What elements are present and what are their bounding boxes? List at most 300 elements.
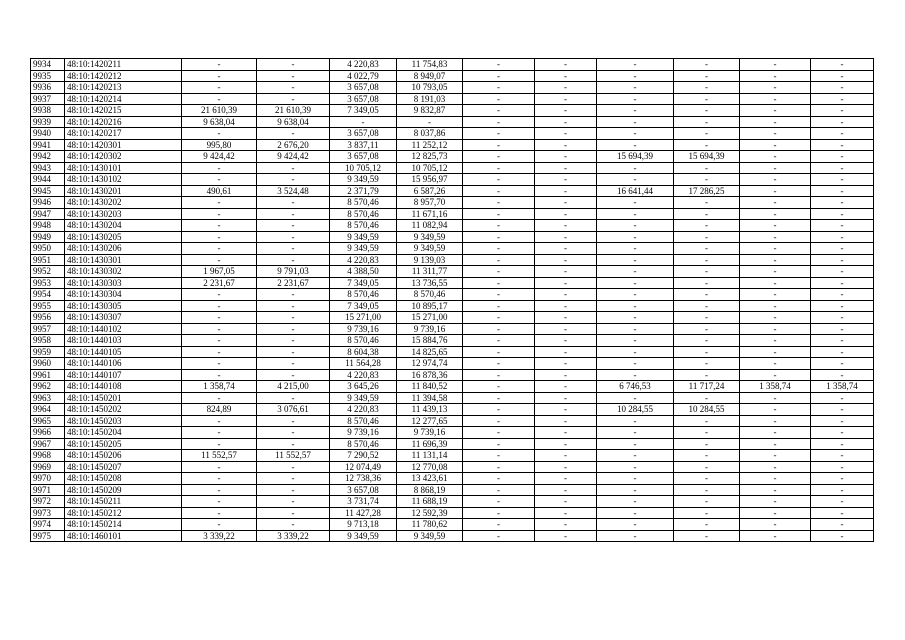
value-col-8-cell: - (674, 392, 740, 404)
value-col-5-cell: - (463, 128, 535, 140)
value-col-4-cell: 11 394,58 (397, 392, 463, 404)
value-col-9-cell: - (740, 473, 811, 485)
value-col-6-cell: - (535, 381, 597, 393)
value-col-6-cell: - (535, 220, 597, 232)
value-col-9-cell: - (740, 392, 811, 404)
row-number-cell: 9954 (31, 289, 65, 301)
value-col-10-cell: - (811, 450, 874, 462)
value-col-8-cell: - (674, 323, 740, 335)
row-number-cell: 9973 (31, 507, 65, 519)
cadastral-number-cell: 48:10:1430304 (65, 289, 182, 301)
cadastral-number-cell: 48:10:1430205 (65, 231, 182, 243)
value-col-2-cell: - (257, 93, 330, 105)
value-col-4-cell: 12 592,39 (397, 507, 463, 519)
cadastral-number-cell: 48:10:1430101 (65, 162, 182, 174)
value-col-7-cell: - (597, 59, 674, 71)
value-col-9-cell: - (740, 105, 811, 117)
value-col-10-cell: - (811, 346, 874, 358)
value-col-1-cell: 2 231,67 (182, 277, 257, 289)
value-col-6-cell: - (535, 289, 597, 301)
value-col-4-cell: 9 349,59 (397, 231, 463, 243)
value-col-6-cell: - (535, 162, 597, 174)
value-col-2-cell: 3 524,48 (257, 185, 330, 197)
value-col-5-cell: - (463, 59, 535, 71)
value-col-6-cell: - (535, 266, 597, 278)
table-row (31, 519, 874, 531)
cadastral-number-cell: 48:10:1420217 (65, 128, 182, 140)
value-col-4-cell: 10 793,05 (397, 82, 463, 94)
cadastral-number-cell: 48:10:1440103 (65, 335, 182, 347)
row-number-cell: 9950 (31, 243, 65, 255)
value-col-9-cell: 1 358,74 (740, 381, 811, 393)
value-col-7-cell: - (597, 496, 674, 508)
value-col-9-cell: - (740, 415, 811, 427)
cadastral-number-cell: 48:10:1420301 (65, 139, 182, 151)
value-col-9-cell: - (740, 266, 811, 278)
value-col-4-cell: 11 082,94 (397, 220, 463, 232)
row-number-cell: 9965 (31, 415, 65, 427)
value-col-2-cell: - (257, 461, 330, 473)
value-col-3-cell: 9 349,59 (330, 530, 397, 542)
value-col-1-cell: 9 424,42 (182, 151, 257, 163)
value-col-10-cell: - (811, 208, 874, 220)
value-col-4-cell: 9 739,16 (397, 323, 463, 335)
value-col-1-cell: - (182, 323, 257, 335)
cadastral-number-cell: 48:10:1440108 (65, 381, 182, 393)
table-row (31, 392, 874, 404)
value-col-8-cell: 10 284,55 (674, 404, 740, 416)
value-col-4-cell: 14 825,65 (397, 346, 463, 358)
value-col-7-cell: - (597, 461, 674, 473)
value-col-7-cell: - (597, 438, 674, 450)
value-col-7-cell: - (597, 530, 674, 542)
value-col-4-cell: 11 131,14 (397, 450, 463, 462)
value-col-2-cell: 9 424,42 (257, 151, 330, 163)
value-col-5-cell: - (463, 323, 535, 335)
table-body (31, 59, 874, 542)
value-col-2-cell: - (257, 312, 330, 324)
value-col-2-cell: - (257, 473, 330, 485)
value-col-10-cell: - (811, 151, 874, 163)
value-col-10-cell: - (811, 392, 874, 404)
value-col-2-cell: - (257, 496, 330, 508)
value-col-6-cell: - (535, 461, 597, 473)
value-col-7-cell: - (597, 346, 674, 358)
value-col-2-cell: - (257, 323, 330, 335)
value-col-6-cell: - (535, 519, 597, 531)
value-col-6-cell: - (535, 59, 597, 71)
row-number-cell: 9967 (31, 438, 65, 450)
value-col-10-cell: - (811, 404, 874, 416)
row-number-cell: 9952 (31, 266, 65, 278)
value-col-8-cell: - (674, 243, 740, 255)
value-col-8-cell: 11 717,24 (674, 381, 740, 393)
value-col-3-cell: 8 604,38 (330, 346, 397, 358)
value-col-9-cell: - (740, 197, 811, 209)
value-col-8-cell: - (674, 473, 740, 485)
value-col-8-cell: 17 286,25 (674, 185, 740, 197)
table-row (31, 151, 874, 163)
value-col-3-cell: 11 564,28 (330, 358, 397, 370)
value-col-10-cell: - (811, 484, 874, 496)
row-number-cell: 9947 (31, 208, 65, 220)
table-row (31, 208, 874, 220)
value-col-9-cell: - (740, 335, 811, 347)
value-col-3-cell: 4 022,79 (330, 70, 397, 82)
value-col-10-cell: - (811, 220, 874, 232)
value-col-3-cell: 12 074,49 (330, 461, 397, 473)
value-col-8-cell: - (674, 484, 740, 496)
value-col-10-cell: - (811, 369, 874, 381)
table-row (31, 312, 874, 324)
value-col-6-cell: - (535, 450, 597, 462)
value-col-6-cell: - (535, 392, 597, 404)
value-col-8-cell: - (674, 162, 740, 174)
value-col-7-cell: - (597, 335, 674, 347)
value-col-3-cell: 8 570,46 (330, 438, 397, 450)
cadastral-number-cell: 48:10:1450205 (65, 438, 182, 450)
value-col-3-cell: 9 349,59 (330, 231, 397, 243)
table-row (31, 450, 874, 462)
value-col-8-cell: - (674, 220, 740, 232)
cadastral-number-cell: 48:10:1440107 (65, 369, 182, 381)
value-col-2-cell: - (257, 392, 330, 404)
value-col-6-cell: - (535, 438, 597, 450)
value-col-5-cell: - (463, 277, 535, 289)
value-col-5-cell: - (463, 197, 535, 209)
value-col-6-cell: - (535, 208, 597, 220)
value-col-8-cell: - (674, 93, 740, 105)
value-col-1-cell: - (182, 128, 257, 140)
value-col-9-cell: - (740, 519, 811, 531)
value-col-5-cell: - (463, 519, 535, 531)
value-col-5-cell: - (463, 335, 535, 347)
value-col-2-cell: - (257, 369, 330, 381)
value-col-4-cell: 6 587,26 (397, 185, 463, 197)
table-row (31, 381, 874, 393)
value-col-8-cell: - (674, 116, 740, 128)
table-row (31, 93, 874, 105)
value-col-10-cell: - (811, 473, 874, 485)
value-col-10-cell: - (811, 358, 874, 370)
value-col-9-cell: - (740, 277, 811, 289)
value-col-2-cell: - (257, 162, 330, 174)
row-number-cell: 9955 (31, 300, 65, 312)
value-col-10-cell: - (811, 507, 874, 519)
value-col-5-cell: - (463, 381, 535, 393)
value-col-4-cell: 8 868,19 (397, 484, 463, 496)
cadastral-number-cell: 48:10:1450209 (65, 484, 182, 496)
value-col-5-cell: - (463, 358, 535, 370)
table-row (31, 323, 874, 335)
table-row (31, 139, 874, 151)
value-col-8-cell: - (674, 312, 740, 324)
value-col-6-cell: - (535, 335, 597, 347)
value-col-1-cell: - (182, 231, 257, 243)
table-row (31, 231, 874, 243)
cadastral-number-cell: 48:10:1420211 (65, 59, 182, 71)
table-row (31, 369, 874, 381)
value-col-9-cell: - (740, 404, 811, 416)
row-number-cell: 9958 (31, 335, 65, 347)
value-col-10-cell: - (811, 139, 874, 151)
value-col-8-cell: - (674, 197, 740, 209)
value-col-7-cell: - (597, 300, 674, 312)
value-col-9-cell: - (740, 93, 811, 105)
value-col-8-cell: - (674, 70, 740, 82)
value-col-1-cell: - (182, 312, 257, 324)
value-col-6-cell: - (535, 473, 597, 485)
value-col-5-cell: - (463, 312, 535, 324)
value-col-6-cell: - (535, 82, 597, 94)
cadastral-number-cell: 48:10:1440105 (65, 346, 182, 358)
value-col-6-cell: - (535, 128, 597, 140)
value-col-8-cell: - (674, 277, 740, 289)
table-row (31, 358, 874, 370)
value-col-9-cell: - (740, 312, 811, 324)
table-row (31, 174, 874, 186)
cadastral-number-cell: 48:10:1420215 (65, 105, 182, 117)
value-col-8-cell: - (674, 358, 740, 370)
value-col-9-cell: - (740, 438, 811, 450)
value-col-5-cell: - (463, 105, 535, 117)
value-col-5-cell: - (463, 254, 535, 266)
value-col-1-cell: 995,80 (182, 139, 257, 151)
value-col-2-cell: - (257, 220, 330, 232)
value-col-4-cell: 8 191,03 (397, 93, 463, 105)
value-col-1-cell: - (182, 243, 257, 255)
value-col-7-cell: - (597, 266, 674, 278)
value-col-7-cell: - (597, 139, 674, 151)
value-col-8-cell: - (674, 231, 740, 243)
value-col-1-cell: 21 610,39 (182, 105, 257, 117)
value-col-2-cell: - (257, 128, 330, 140)
value-col-10-cell: - (811, 105, 874, 117)
value-col-5-cell: - (463, 392, 535, 404)
value-col-6-cell: - (535, 70, 597, 82)
value-col-3-cell: 3 657,08 (330, 151, 397, 163)
row-number-cell: 9975 (31, 530, 65, 542)
value-col-2-cell: - (257, 289, 330, 301)
value-col-6-cell: - (535, 105, 597, 117)
value-col-7-cell: - (597, 427, 674, 439)
value-col-10-cell: - (811, 231, 874, 243)
value-col-10-cell: - (811, 243, 874, 255)
value-col-8-cell: - (674, 300, 740, 312)
value-col-5-cell: - (463, 220, 535, 232)
value-col-8-cell: - (674, 174, 740, 186)
value-col-9-cell: - (740, 427, 811, 439)
value-col-1-cell: - (182, 473, 257, 485)
value-col-1-cell: - (182, 358, 257, 370)
cadastral-number-cell: 48:10:1450202 (65, 404, 182, 416)
value-col-1-cell: - (182, 519, 257, 531)
value-col-9-cell: - (740, 59, 811, 71)
value-col-6-cell: - (535, 151, 597, 163)
value-col-7-cell: - (597, 82, 674, 94)
value-col-5-cell: - (463, 185, 535, 197)
value-col-6-cell: - (535, 404, 597, 416)
value-col-2-cell: - (257, 335, 330, 347)
value-col-6-cell: - (535, 254, 597, 266)
cadastral-number-cell: 48:10:1450206 (65, 450, 182, 462)
value-col-10-cell: 1 358,74 (811, 381, 874, 393)
value-col-2-cell: - (257, 346, 330, 358)
value-col-7-cell: - (597, 254, 674, 266)
value-col-6-cell: - (535, 530, 597, 542)
value-col-10-cell: - (811, 496, 874, 508)
value-col-5-cell: - (463, 369, 535, 381)
value-col-4-cell: 10 705,12 (397, 162, 463, 174)
value-col-6-cell: - (535, 300, 597, 312)
value-col-10-cell: - (811, 461, 874, 473)
row-number-cell: 9938 (31, 105, 65, 117)
value-col-3-cell: 8 570,46 (330, 197, 397, 209)
value-col-2-cell: - (257, 507, 330, 519)
row-number-cell: 9971 (31, 484, 65, 496)
row-number-cell: 9972 (31, 496, 65, 508)
value-col-9-cell: - (740, 162, 811, 174)
value-col-9-cell: - (740, 484, 811, 496)
value-col-7-cell: - (597, 128, 674, 140)
value-col-3-cell: 7 349,05 (330, 277, 397, 289)
value-col-7-cell: 6 746,53 (597, 381, 674, 393)
table-row (31, 346, 874, 358)
value-col-3-cell: 3 657,08 (330, 128, 397, 140)
cadastral-number-cell: 48:10:1420212 (65, 70, 182, 82)
value-col-10-cell: - (811, 415, 874, 427)
table-row (31, 197, 874, 209)
value-col-9-cell: - (740, 185, 811, 197)
value-col-6-cell: - (535, 277, 597, 289)
value-col-4-cell: 11 780,62 (397, 519, 463, 531)
row-number-cell: 9962 (31, 381, 65, 393)
value-col-1-cell: 824,89 (182, 404, 257, 416)
value-col-9-cell: - (740, 139, 811, 151)
value-col-6-cell: - (535, 185, 597, 197)
cadastral-number-cell: 48:10:1450208 (65, 473, 182, 485)
value-col-10-cell: - (811, 185, 874, 197)
value-col-5-cell: - (463, 507, 535, 519)
value-col-1-cell: - (182, 93, 257, 105)
value-col-5-cell: - (463, 484, 535, 496)
value-col-3-cell: 4 220,83 (330, 254, 397, 266)
value-col-2-cell: - (257, 243, 330, 255)
value-col-9-cell: - (740, 231, 811, 243)
value-col-7-cell: 10 284,55 (597, 404, 674, 416)
value-col-4-cell: 11 439,13 (397, 404, 463, 416)
value-col-2-cell: - (257, 415, 330, 427)
value-col-3-cell: 9 713,18 (330, 519, 397, 531)
value-col-1-cell: 1 967,05 (182, 266, 257, 278)
value-col-8-cell: - (674, 208, 740, 220)
value-col-2-cell: - (257, 59, 330, 71)
row-number-cell: 9936 (31, 82, 65, 94)
value-col-2-cell: - (257, 484, 330, 496)
value-col-6-cell: - (535, 139, 597, 151)
value-col-5-cell: - (463, 461, 535, 473)
value-col-5-cell: - (463, 404, 535, 416)
cadastral-number-cell: 48:10:1420302 (65, 151, 182, 163)
value-col-7-cell: - (597, 105, 674, 117)
value-col-3-cell: 3 657,08 (330, 484, 397, 496)
value-col-2-cell: - (257, 82, 330, 94)
value-col-4-cell: 9 349,59 (397, 243, 463, 255)
cadastral-number-cell: 48:10:1430301 (65, 254, 182, 266)
value-col-1-cell: - (182, 415, 257, 427)
value-col-5-cell: - (463, 231, 535, 243)
value-col-5-cell: - (463, 82, 535, 94)
value-col-3-cell: 3 837,11 (330, 139, 397, 151)
value-col-5-cell: - (463, 530, 535, 542)
value-col-1-cell: - (182, 300, 257, 312)
table-row (31, 530, 874, 542)
value-col-9-cell: - (740, 300, 811, 312)
value-col-4-cell: 8 570,46 (397, 289, 463, 301)
value-col-7-cell: - (597, 162, 674, 174)
value-col-1-cell: - (182, 484, 257, 496)
value-col-7-cell: - (597, 231, 674, 243)
value-col-8-cell: - (674, 438, 740, 450)
value-col-6-cell: - (535, 197, 597, 209)
value-col-10-cell: - (811, 530, 874, 542)
value-col-4-cell: 9 349,59 (397, 530, 463, 542)
value-col-1-cell: - (182, 208, 257, 220)
value-col-5-cell: - (463, 243, 535, 255)
cadastral-number-cell: 48:10:1430206 (65, 243, 182, 255)
value-col-9-cell: - (740, 289, 811, 301)
row-number-cell: 9974 (31, 519, 65, 531)
row-number-cell: 9956 (31, 312, 65, 324)
value-col-2-cell: 21 610,39 (257, 105, 330, 117)
value-col-5-cell: - (463, 496, 535, 508)
value-col-10-cell: - (811, 277, 874, 289)
value-col-3-cell: 11 427,28 (330, 507, 397, 519)
value-col-3-cell: 9 349,59 (330, 392, 397, 404)
value-col-10-cell: - (811, 289, 874, 301)
value-col-9-cell: - (740, 254, 811, 266)
value-col-8-cell: 15 694,39 (674, 151, 740, 163)
value-col-2-cell: - (257, 300, 330, 312)
value-col-5-cell: - (463, 208, 535, 220)
table-row (31, 70, 874, 82)
value-col-1-cell: - (182, 254, 257, 266)
table-row (31, 266, 874, 278)
value-col-9-cell: - (740, 151, 811, 163)
value-col-2-cell: 11 552,57 (257, 450, 330, 462)
table-row (31, 128, 874, 140)
value-col-9-cell: - (740, 128, 811, 140)
value-col-7-cell: - (597, 473, 674, 485)
cadastral-number-cell: 48:10:1450207 (65, 461, 182, 473)
row-number-cell: 9966 (31, 427, 65, 439)
value-col-4-cell: 15 271,00 (397, 312, 463, 324)
cadastral-number-cell: 48:10:1450201 (65, 392, 182, 404)
value-col-8-cell: - (674, 254, 740, 266)
value-col-3-cell: 3 731,74 (330, 496, 397, 508)
value-col-9-cell: - (740, 116, 811, 128)
value-col-10-cell: - (811, 162, 874, 174)
cadastral-number-cell: 48:10:1440106 (65, 358, 182, 370)
value-col-8-cell: - (674, 105, 740, 117)
value-col-8-cell: - (674, 335, 740, 347)
value-col-4-cell: 12 770,08 (397, 461, 463, 473)
value-col-3-cell: 15 271,00 (330, 312, 397, 324)
value-col-10-cell: - (811, 427, 874, 439)
value-col-6-cell: - (535, 415, 597, 427)
value-col-5-cell: - (463, 438, 535, 450)
value-col-4-cell: 8 949,07 (397, 70, 463, 82)
